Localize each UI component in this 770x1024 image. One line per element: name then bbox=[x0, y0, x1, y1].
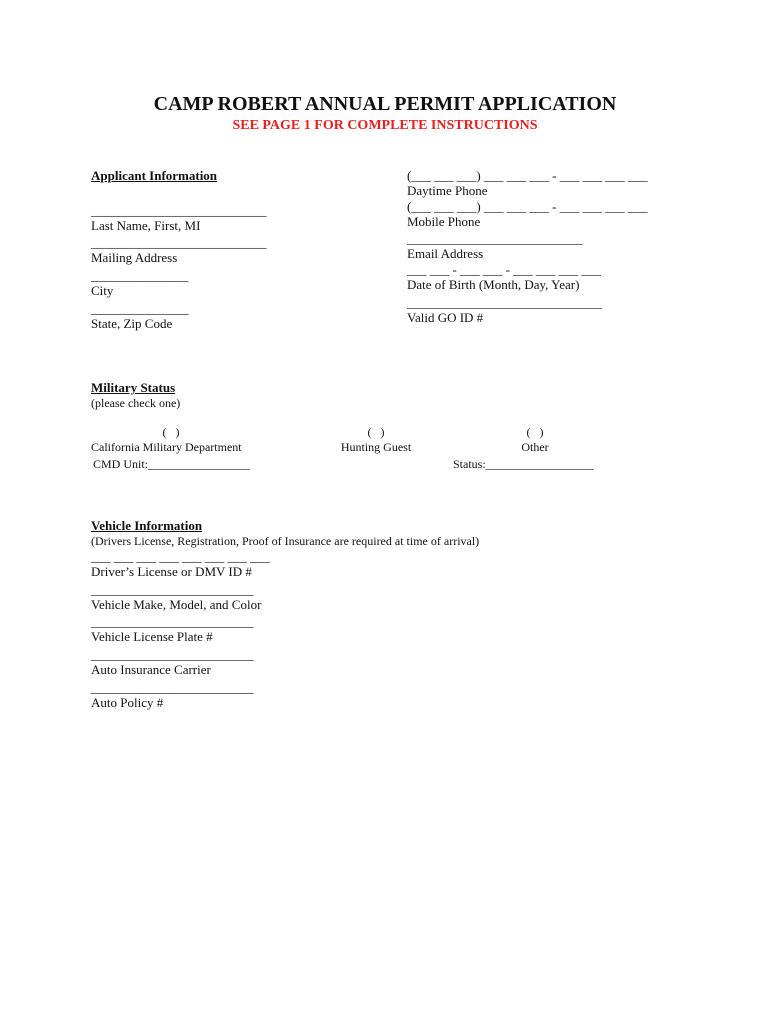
email-address-blank[interactable]: ___________________________ bbox=[407, 231, 583, 246]
instructions-subtitle: SEE PAGE 1 FOR COMPLETE INSTRUCTIONS bbox=[232, 118, 538, 133]
insurance-carrier-label: Auto Insurance Carrier bbox=[91, 662, 211, 677]
hunting-guest-label: Hunting Guest bbox=[340, 440, 412, 454]
name-blank[interactable]: ___________________________ bbox=[91, 203, 267, 218]
mailing-address-label: Mailing Address bbox=[91, 250, 178, 265]
date-of-birth-label: Date of Birth (Month, Day, Year) bbox=[407, 277, 580, 292]
state-zip-label: State, Zip Code bbox=[91, 316, 173, 331]
cmd-label: California Military Department bbox=[91, 440, 242, 454]
vehicle-info-note: (Drivers License, Registration, Proof of Insurance are required at time of arrival) bbox=[91, 534, 480, 548]
city-blank[interactable]: _______________ bbox=[91, 268, 189, 283]
hunting-guest-checkbox[interactable]: ( ) bbox=[367, 425, 385, 439]
daytime-phone-label: Daytime Phone bbox=[407, 183, 488, 198]
daytime-phone-blank[interactable]: (___ ___ ___) ___ ___ ___ - ___ ___ ___ ___ bbox=[407, 168, 648, 183]
license-plate-label: Vehicle License Plate # bbox=[91, 629, 213, 644]
vehicle-make-blank[interactable]: _________________________ bbox=[91, 582, 254, 597]
page-title: CAMP ROBERT ANNUAL PERMIT APPLICATION bbox=[153, 93, 617, 115]
auto-policy-label: Auto Policy # bbox=[91, 695, 164, 710]
state-zip-blank[interactable]: _______________ bbox=[91, 301, 189, 316]
cmd-checkbox[interactable]: ( ) bbox=[162, 425, 180, 439]
other-status-blank[interactable]: Status:__________________ bbox=[453, 457, 594, 471]
insurance-carrier-blank[interactable]: _________________________ bbox=[91, 647, 254, 662]
other-label: Other bbox=[521, 440, 549, 454]
name-label: Last Name, First, MI bbox=[91, 218, 201, 233]
military-status-note: (please check one) bbox=[91, 396, 181, 410]
mobile-phone-blank[interactable]: (___ ___ ___) ___ ___ ___ - ___ ___ ___ ___ bbox=[407, 199, 648, 214]
go-id-label: Valid GO ID # bbox=[407, 310, 484, 325]
auto-policy-blank[interactable]: _________________________ bbox=[91, 680, 254, 695]
city-label: City bbox=[91, 283, 114, 298]
military-status-heading: Military Status bbox=[91, 380, 176, 395]
other-checkbox[interactable]: ( ) bbox=[526, 425, 544, 439]
mobile-phone-label: Mobile Phone bbox=[407, 214, 481, 229]
drivers-license-label: Driver’s License or DMV ID # bbox=[91, 564, 252, 579]
drivers-license-blank[interactable]: ___ ___ ___ ___ ___ ___ ___ ___ bbox=[91, 549, 270, 564]
vehicle-make-label: Vehicle Make, Model, and Color bbox=[91, 597, 262, 612]
license-plate-blank[interactable]: _________________________ bbox=[91, 614, 254, 629]
date-of-birth-blank[interactable]: ___ ___ - ___ ___ - ___ ___ ___ ___ bbox=[407, 262, 601, 277]
cmd-unit-blank[interactable]: CMD Unit:_________________ bbox=[93, 457, 251, 471]
vehicle-info-heading: Vehicle Information bbox=[91, 518, 203, 533]
mailing-address-blank[interactable]: ___________________________ bbox=[91, 235, 267, 250]
applicant-info-heading: Applicant Information bbox=[91, 168, 218, 183]
email-address-label: Email Address bbox=[407, 246, 484, 261]
go-id-blank[interactable]: ______________________________ bbox=[407, 295, 602, 310]
